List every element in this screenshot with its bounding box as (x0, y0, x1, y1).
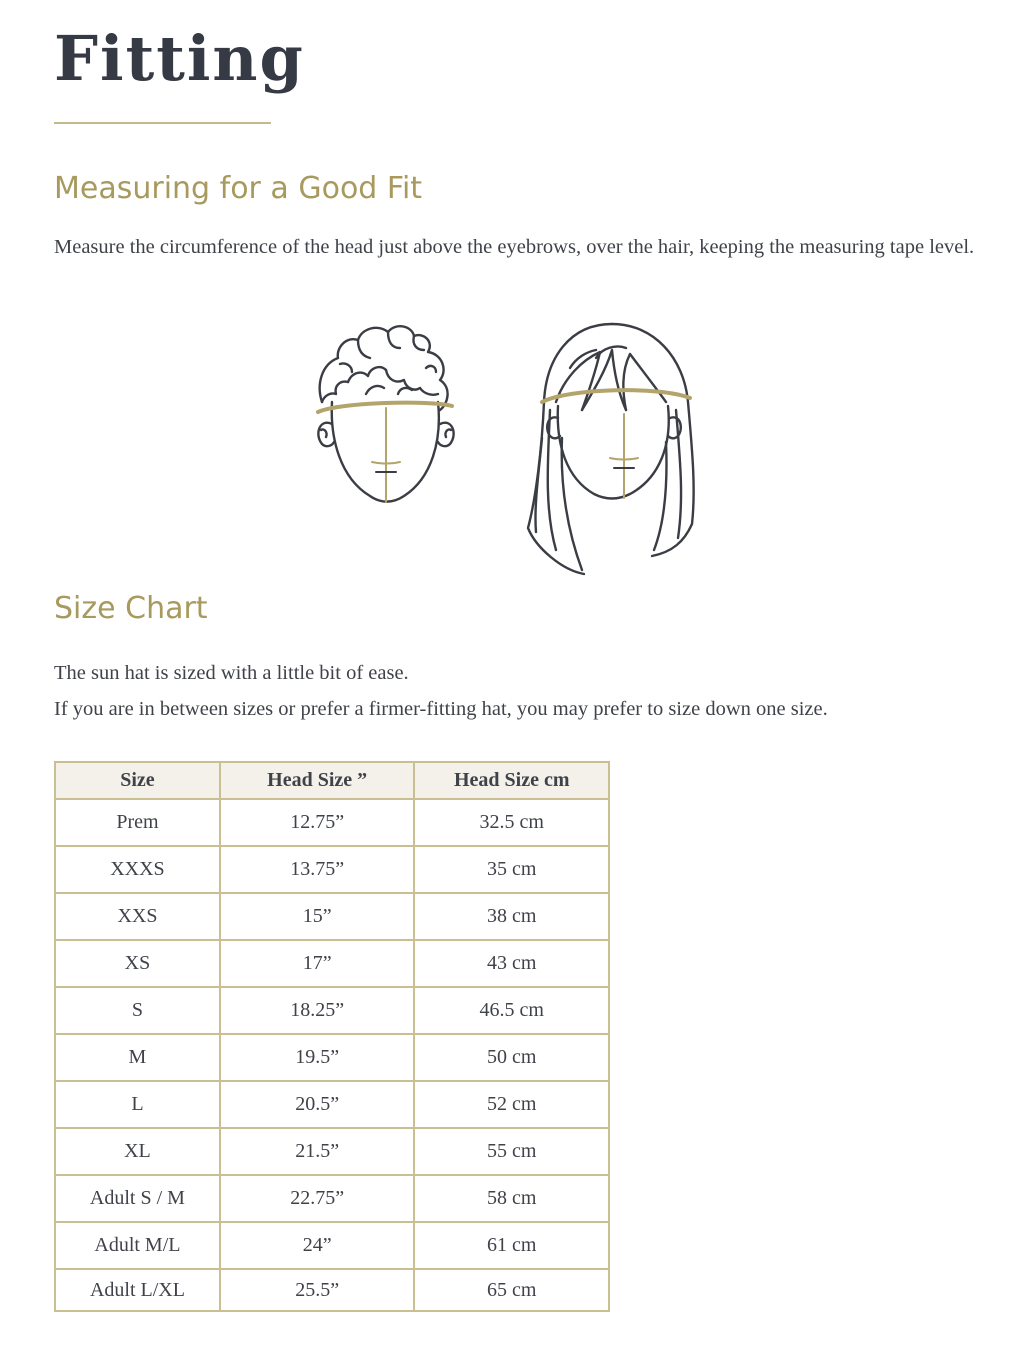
column-header-head-size-inches: Head Size ” (220, 762, 415, 799)
head-size-cm-cell: 32.5 cm (414, 799, 609, 846)
head-size-inches-cell: 19.5” (220, 1034, 415, 1081)
title-divider (54, 122, 271, 124)
size-cell: M (55, 1034, 220, 1081)
size-cell: Adult L/XL (55, 1269, 220, 1311)
table-row (55, 1128, 609, 1175)
head-size-inches-cell: 20.5” (220, 1081, 415, 1128)
size-chart-intro-line-2: If you are in between sizes or prefer a firmer-fitting hat, you may prefer to size down one size. (54, 698, 828, 720)
size-cell: S (55, 987, 220, 1034)
head-size-inches-cell: 22.75” (220, 1175, 415, 1222)
head-size-inches-cell: 15” (220, 893, 415, 940)
table-row (55, 987, 609, 1034)
table-row (55, 846, 609, 893)
head-size-cm-cell: 38 cm (414, 893, 609, 940)
head-size-cm-cell: 35 cm (414, 846, 609, 893)
column-header-head-size-cm: Head Size cm (414, 762, 609, 799)
table-row (55, 1269, 609, 1311)
head-size-cm-cell: 65 cm (414, 1269, 609, 1311)
size-cell: Adult M/L (55, 1222, 220, 1269)
size-cell: Prem (55, 799, 220, 846)
head-size-cm-cell: 55 cm (414, 1128, 609, 1175)
head-size-inches-cell: 24” (220, 1222, 415, 1269)
head-size-inches-cell: 17” (220, 940, 415, 987)
head-size-inches-cell: 25.5” (220, 1269, 415, 1311)
table-row (55, 940, 609, 987)
measuring-heading: Measuring for a Good Fit (54, 171, 423, 206)
size-cell: XS (55, 940, 220, 987)
table-row (55, 1081, 609, 1128)
head-size-cm-cell: 52 cm (414, 1081, 609, 1128)
size-chart-heading: Size Chart (54, 591, 208, 626)
page-title: Fitting (54, 22, 305, 95)
head-size-inches-cell: 18.25” (220, 987, 415, 1034)
size-cell: XL (55, 1128, 220, 1175)
boy-head-icon (318, 326, 453, 502)
head-size-inches-cell: 12.75” (220, 799, 415, 846)
table-row (55, 1222, 609, 1269)
head-size-cm-cell: 61 cm (414, 1222, 609, 1269)
table-row (55, 1034, 609, 1081)
size-cell: Adult S / M (55, 1175, 220, 1222)
table-row (55, 799, 609, 846)
head-size-inches-cell: 21.5” (220, 1128, 415, 1175)
measuring-instruction: Measure the circumference of the head just above the eyebrows, over the hair, keeping the measuring tape level. (54, 236, 975, 258)
column-header-size: Size (55, 762, 220, 799)
head-measurement-illustration (300, 318, 710, 580)
head-size-inches-cell: 13.75” (220, 846, 415, 893)
size-chart-table (54, 761, 610, 1312)
table-row (55, 1175, 609, 1222)
head-size-cm-cell: 46.5 cm (414, 987, 609, 1034)
size-cell: XXS (55, 893, 220, 940)
head-size-cm-cell: 50 cm (414, 1034, 609, 1081)
size-cell: XXXS (55, 846, 220, 893)
head-size-cm-cell: 43 cm (414, 940, 609, 987)
table-header-row (55, 762, 609, 799)
head-size-cm-cell: 58 cm (414, 1175, 609, 1222)
table-row (55, 893, 609, 940)
girl-tape-line (542, 390, 690, 402)
size-cell: L (55, 1081, 220, 1128)
girl-head-icon (528, 324, 694, 574)
size-chart-intro-line-1: The sun hat is sized with a little bit of ease. (54, 662, 409, 684)
